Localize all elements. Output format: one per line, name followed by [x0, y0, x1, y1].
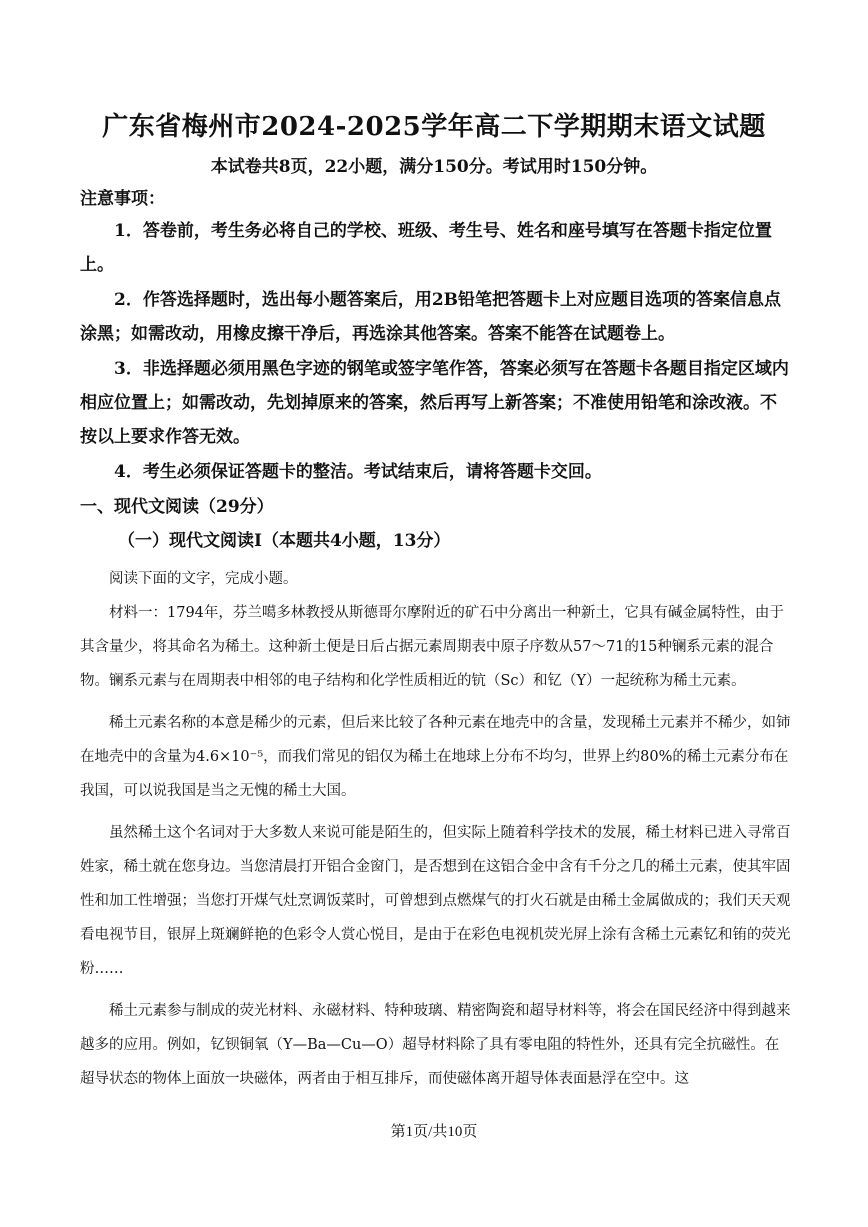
notice-item-3: 3．非选择题必须用黑色字迹的钢笔或签字笔作答，答案必须写在答题卡各题目指定区域内相应位置上；如需改动，先划掉原来的答案，然后再写上新答案；不准使用铅笔和涂改液。不按以上要求作答无效。: [80, 359, 789, 447]
reading-paragraph-2: 稀土元素名称的本意是稀少的元素，但后来比较了各种元素在地壳中的含量，发现稀土元素并不稀少，如铈在地壳中的含量为4.6×10⁻⁵，而我们常见的铝仅为稀土在地球上分布不均匀，世界上约80%的稀土元素分布在我国，可以说我国是当之无愧的稀土大国。: [80, 715, 791, 799]
reading-paragraph-1: 材料一：1794年，芬兰噶多林教授从斯德哥尔摩附近的矿石中分离出一种新土，它具有碱金属特性，由于其含量少，将其命名为稀土。这种新土便是日后占据元素周期表中原子序数从57～71的15种镧系元素的混合物。镧系元素与在周期表中相邻的电子结构和化学性质相近的钪（Sc）和钇（Y）一起统称为稀土元素。: [80, 605, 784, 689]
notice-item-1: 1．答卷前，考生务必将自己的学校、班级、考生号、姓名和座号填写在答题卡指定位置上。: [80, 221, 772, 275]
reading-paragraph-3: 虽然稀土这个名词对于大多数人来说可能是陌生的，但实际上随着科学技术的发展，稀土材料已进入寻常百姓家，稀土就在您身边。当您清晨打开铝合金窗门，是否想到在这铝合金中含有千分之几的稀土元素，使其牢固性和加工性增强；当您打开煤气灶烹调饭菜时，可曾想到点燃煤气的打火石就是由稀土金属做成的；我们天天观看电视节目，银屏上斑斓鲜艳的色彩令人赏心悦目，是由于在彩色电视机荧光屏上涂有含稀土元素钇和铕的荧光粉……: [80, 825, 791, 977]
reading-paragraph-4: 稀土元素参与制成的荧光材料、永磁材料、特种玻璃、精密陶瓷和超导材料等，将会在国民经济中得到越来越多的应用。例如，钇钡铜氧（Y—Ba—Cu—O）超导材料除了具有零电阻的特性外，还具有完全抗磁性。在超导状态的物体上面放一块磁体，两者由于相互排斥，而使磁体离开超导体表面悬浮在空中。这: [80, 1003, 791, 1087]
document-title: 广东省梅州市2024-2025学年高二下学期期末语文试题: [102, 112, 766, 142]
section-title: 一、现代文阅读（29分）: [80, 497, 274, 517]
reading-instruction: 阅读下面的文字，完成小题。: [109, 571, 298, 587]
notice-item-2: 2．作答选择题时，选出每小题答案后，用2B铅笔把答题卡上对应题目选项的答案信息点涂黑；如需改动，用橡皮擦干净后，再选涂其他答案。答案不能答在试题卷上。: [80, 290, 782, 344]
notice-item-4: 4．考生必须保证答题卡的整洁。考试结束后，请将答题卡交回。: [114, 462, 602, 482]
reading-passage: [80, 562, 792, 1096]
section-subtitle: （一）现代文阅读Ⅰ（本题共4小题，13分）: [118, 531, 451, 551]
page-number: 第1页/共10页: [390, 1124, 478, 1140]
notice-heading: 注意事项：: [80, 189, 165, 209]
exam-info: 本试卷共8页，22小题，满分150分。考试用时150分钟。: [210, 157, 658, 177]
